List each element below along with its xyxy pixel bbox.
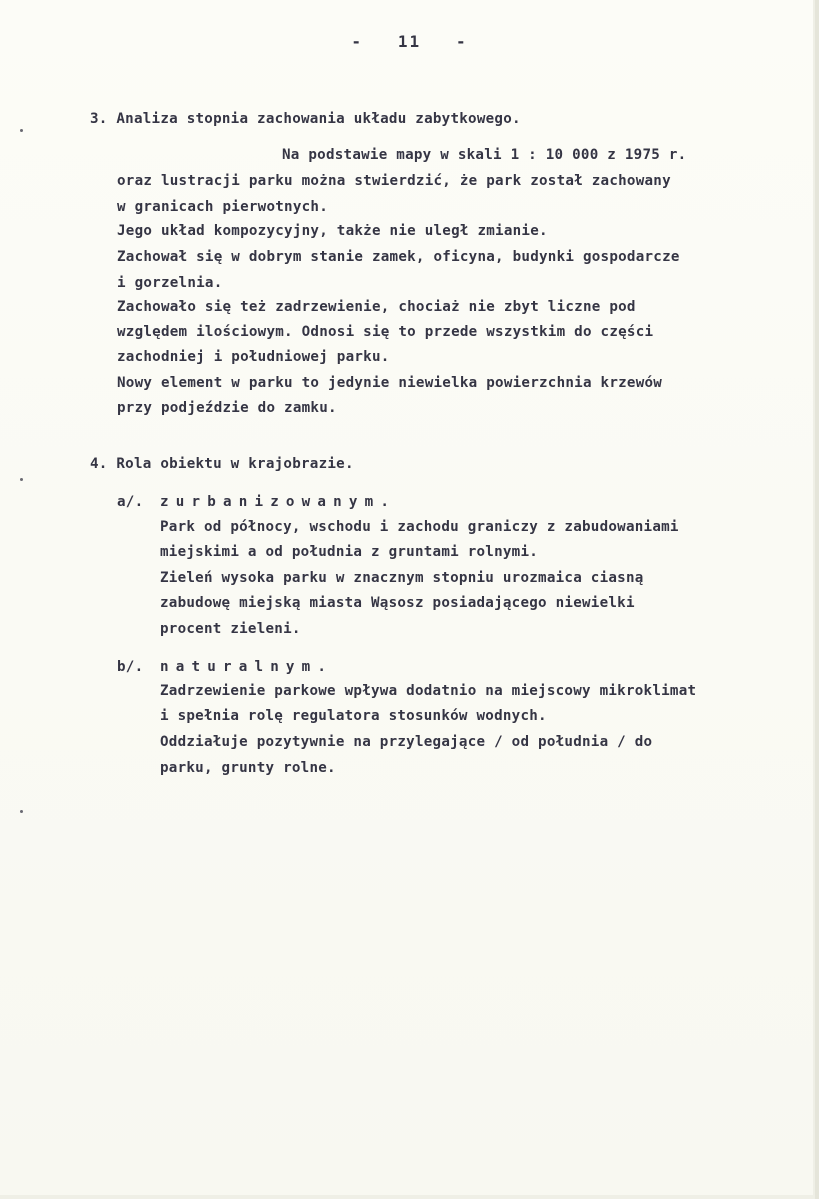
page-number: - 11 - xyxy=(351,32,468,51)
section-3-heading: 3. Analiza stopnia zachowania układu zabytkowego. xyxy=(90,111,521,127)
paragraph-line: oraz lustracji parku można stwierdzić, że park został zachowany xyxy=(117,173,671,189)
margin-mark xyxy=(20,810,23,813)
paragraph-line: zachodniej i południowej parku. xyxy=(117,349,390,365)
paragraph-line: i gorzelnia. xyxy=(117,275,223,291)
paragraph-line: zabudowę miejską miasta Wąsosz posiadającego niewielki xyxy=(160,595,635,611)
paragraph-line: Zachował się w dobrym stanie zamek, oficyna, budynki gospodarcze xyxy=(117,249,680,265)
paragraph-line: Park od północy, wschodu i zachodu graniczy z zabudowaniami xyxy=(160,519,679,535)
subsection-b-title: naturalnym. xyxy=(160,659,334,675)
paragraph-line: i spełnia rolę regulatora stosunków wodnych. xyxy=(160,708,547,724)
margin-mark xyxy=(20,478,23,481)
subsection-a-title: zurbanizowanym. xyxy=(160,494,397,510)
margin-mark xyxy=(20,129,23,132)
paragraph-line: Zieleń wysoka parku w znacznym stopniu urozmaica ciasną xyxy=(160,570,644,586)
paragraph-line: Jego układ kompozycyjny, także nie uległ zmianie. xyxy=(117,223,548,239)
paragraph-line: procent zieleni. xyxy=(160,621,301,637)
paragraph-line: Zachowało się też zadrzewienie, chociaż nie zbyt liczne pod xyxy=(117,299,636,315)
subsection-b-label: b/. xyxy=(117,659,144,675)
paragraph-line: Nowy element w parku to jedynie niewielka powierzchnia krzewów xyxy=(117,375,663,391)
section-4-heading: 4. Rola obiektu w krajobrazie. xyxy=(90,456,354,472)
paragraph-line: Zadrzewienie parkowe wpływa dodatnio na miejscowy mikroklimat xyxy=(160,683,697,699)
paragraph-line: Na podstawie mapy w skali 1 : 10 000 z 1975 r. xyxy=(282,147,687,163)
paragraph-line: w granicach pierwotnych. xyxy=(117,199,328,215)
subsection-a-label: a/. xyxy=(117,494,144,510)
paragraph-line: parku, grunty rolne. xyxy=(160,760,336,776)
paragraph-line: przy podjeździe do zamku. xyxy=(117,400,337,416)
paragraph-line: Oddziałuje pozytywnie na przylegające / od południa / do xyxy=(160,734,653,750)
paragraph-line: względem ilościowym. Odnosi się to przede wszystkim do części xyxy=(117,324,654,340)
paragraph-line: miejskimi a od południa z gruntami rolnymi. xyxy=(160,544,539,560)
page-edge xyxy=(815,0,819,1199)
